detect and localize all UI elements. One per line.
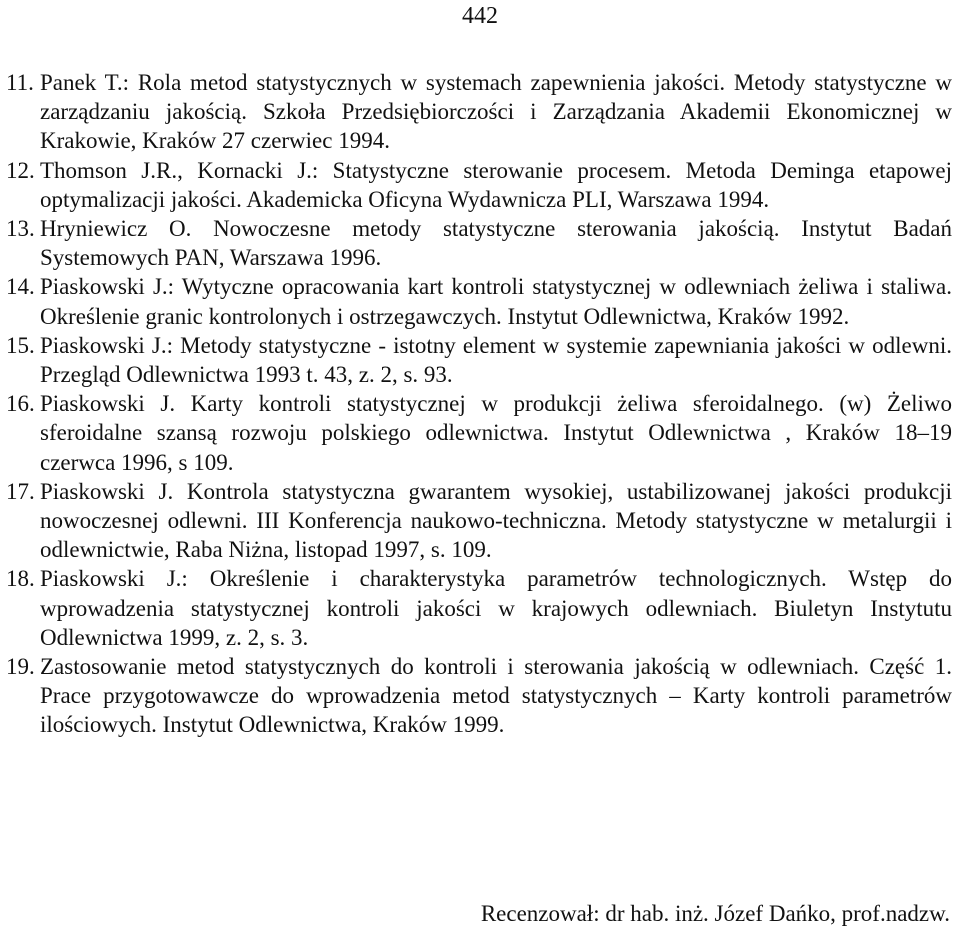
reference-item xyxy=(6,156,952,214)
reference-item xyxy=(6,652,952,740)
reference-item xyxy=(6,389,952,477)
reference-number: 17. xyxy=(6,478,35,504)
reference-number: 14. xyxy=(6,274,35,300)
reference-text: Piaskowski J. Kontrola statystyczna gwarantem wysokiej, ustabilizowanej jakości produkcji nowoczesnej odlewni. III Konferencja naukowo-techniczna. Metody statystyczne w metalurgii i odlewnictwie, Raba Niżna, listopad 1997, s. 109. xyxy=(40,478,952,563)
reference-number: 13. xyxy=(6,216,35,242)
reference-item xyxy=(6,331,952,389)
reference-item xyxy=(6,272,952,330)
reference-text: Thomson J.R., Kornacki J.: Statystyczne sterowanie procesem. Metoda Deminga etapowej optymalizacji jakości. Akademicka Oficyna Wydawnicza PLI, Warszawa 1994. xyxy=(40,157,952,212)
reference-item xyxy=(6,68,952,156)
reference-text: Piaskowski J.: Metody statystyczne - istotny element w systemie zapewniania jakości w odlewni. Przegląd Odlewnictwa 1993 t. 43, z. 2, s. 93. xyxy=(40,332,952,388)
reviewer-note: Recenzował: dr hab. inż. Józef Dańko, prof.nadzw. xyxy=(480,901,950,926)
reference-text: Panek T.: Rola metod statystycznych w systemach zapewnienia jakości. Metody statystyczne w zarządzaniu jakością. Szkoła Przedsiębiorczości i Zarządzania Akademii Ekonomicznej w Krakowie, Kraków 27 czerwiec 1994. xyxy=(40,70,952,154)
reference-text: Piaskowski J.: Wytyczne opracowania kart kontroli statystycznej w odlewniach żeliwa i staliwa. Określenie granic kontrolonych i ostrzegawczych. Instytut Odlewnictwa, Kraków 1992. xyxy=(40,274,952,329)
reference-list xyxy=(6,68,952,740)
reference-number: 12. xyxy=(6,157,35,183)
reference-number: 11. xyxy=(6,70,34,95)
reference-number: 18. xyxy=(6,566,35,592)
reference-item xyxy=(6,564,952,652)
reference-item xyxy=(6,477,952,565)
reference-text: Piaskowski J. Karty kontroli statystycznej w produkcji żeliwa sferoidalnego. (w) Żeliwo sferoidalne szansą rozwoju polskiego odlewnictwa. Instytut Odlewnictwa , Kraków 18–19 czerwca 1996, s 109. xyxy=(40,391,952,475)
reference-text: Hryniewicz O. Nowoczesne metody statystyczne sterowania jakością. Instytut Badań Systemowych PAN, Warszawa 1996. xyxy=(40,216,952,271)
reference-number: 19. xyxy=(6,654,35,680)
reference-text: Piaskowski J.: Określenie i charakterystyka parametrów technologicznych. Wstęp do wprowadzenia statystycznej kontroli jakości w krajowych odlewniach. Biuletyn Instytutu Odlewnictwa 1999, z. 2, s. 3. xyxy=(40,566,952,650)
reference-number: 16. xyxy=(6,391,35,417)
reference-item xyxy=(6,214,952,272)
page-number: 442 xyxy=(462,3,498,29)
reference-text: Zastosowanie metod statystycznych do kontroli i sterowania jakością w odlewniach. Część 1. Prace przygotowawcze do wprowadzenia metod statystycznych – Karty kontroli parametrów ilościowych. Instytut Odlewnictwa, Kraków 1999. xyxy=(40,654,952,738)
reference-number: 15. xyxy=(6,332,35,358)
